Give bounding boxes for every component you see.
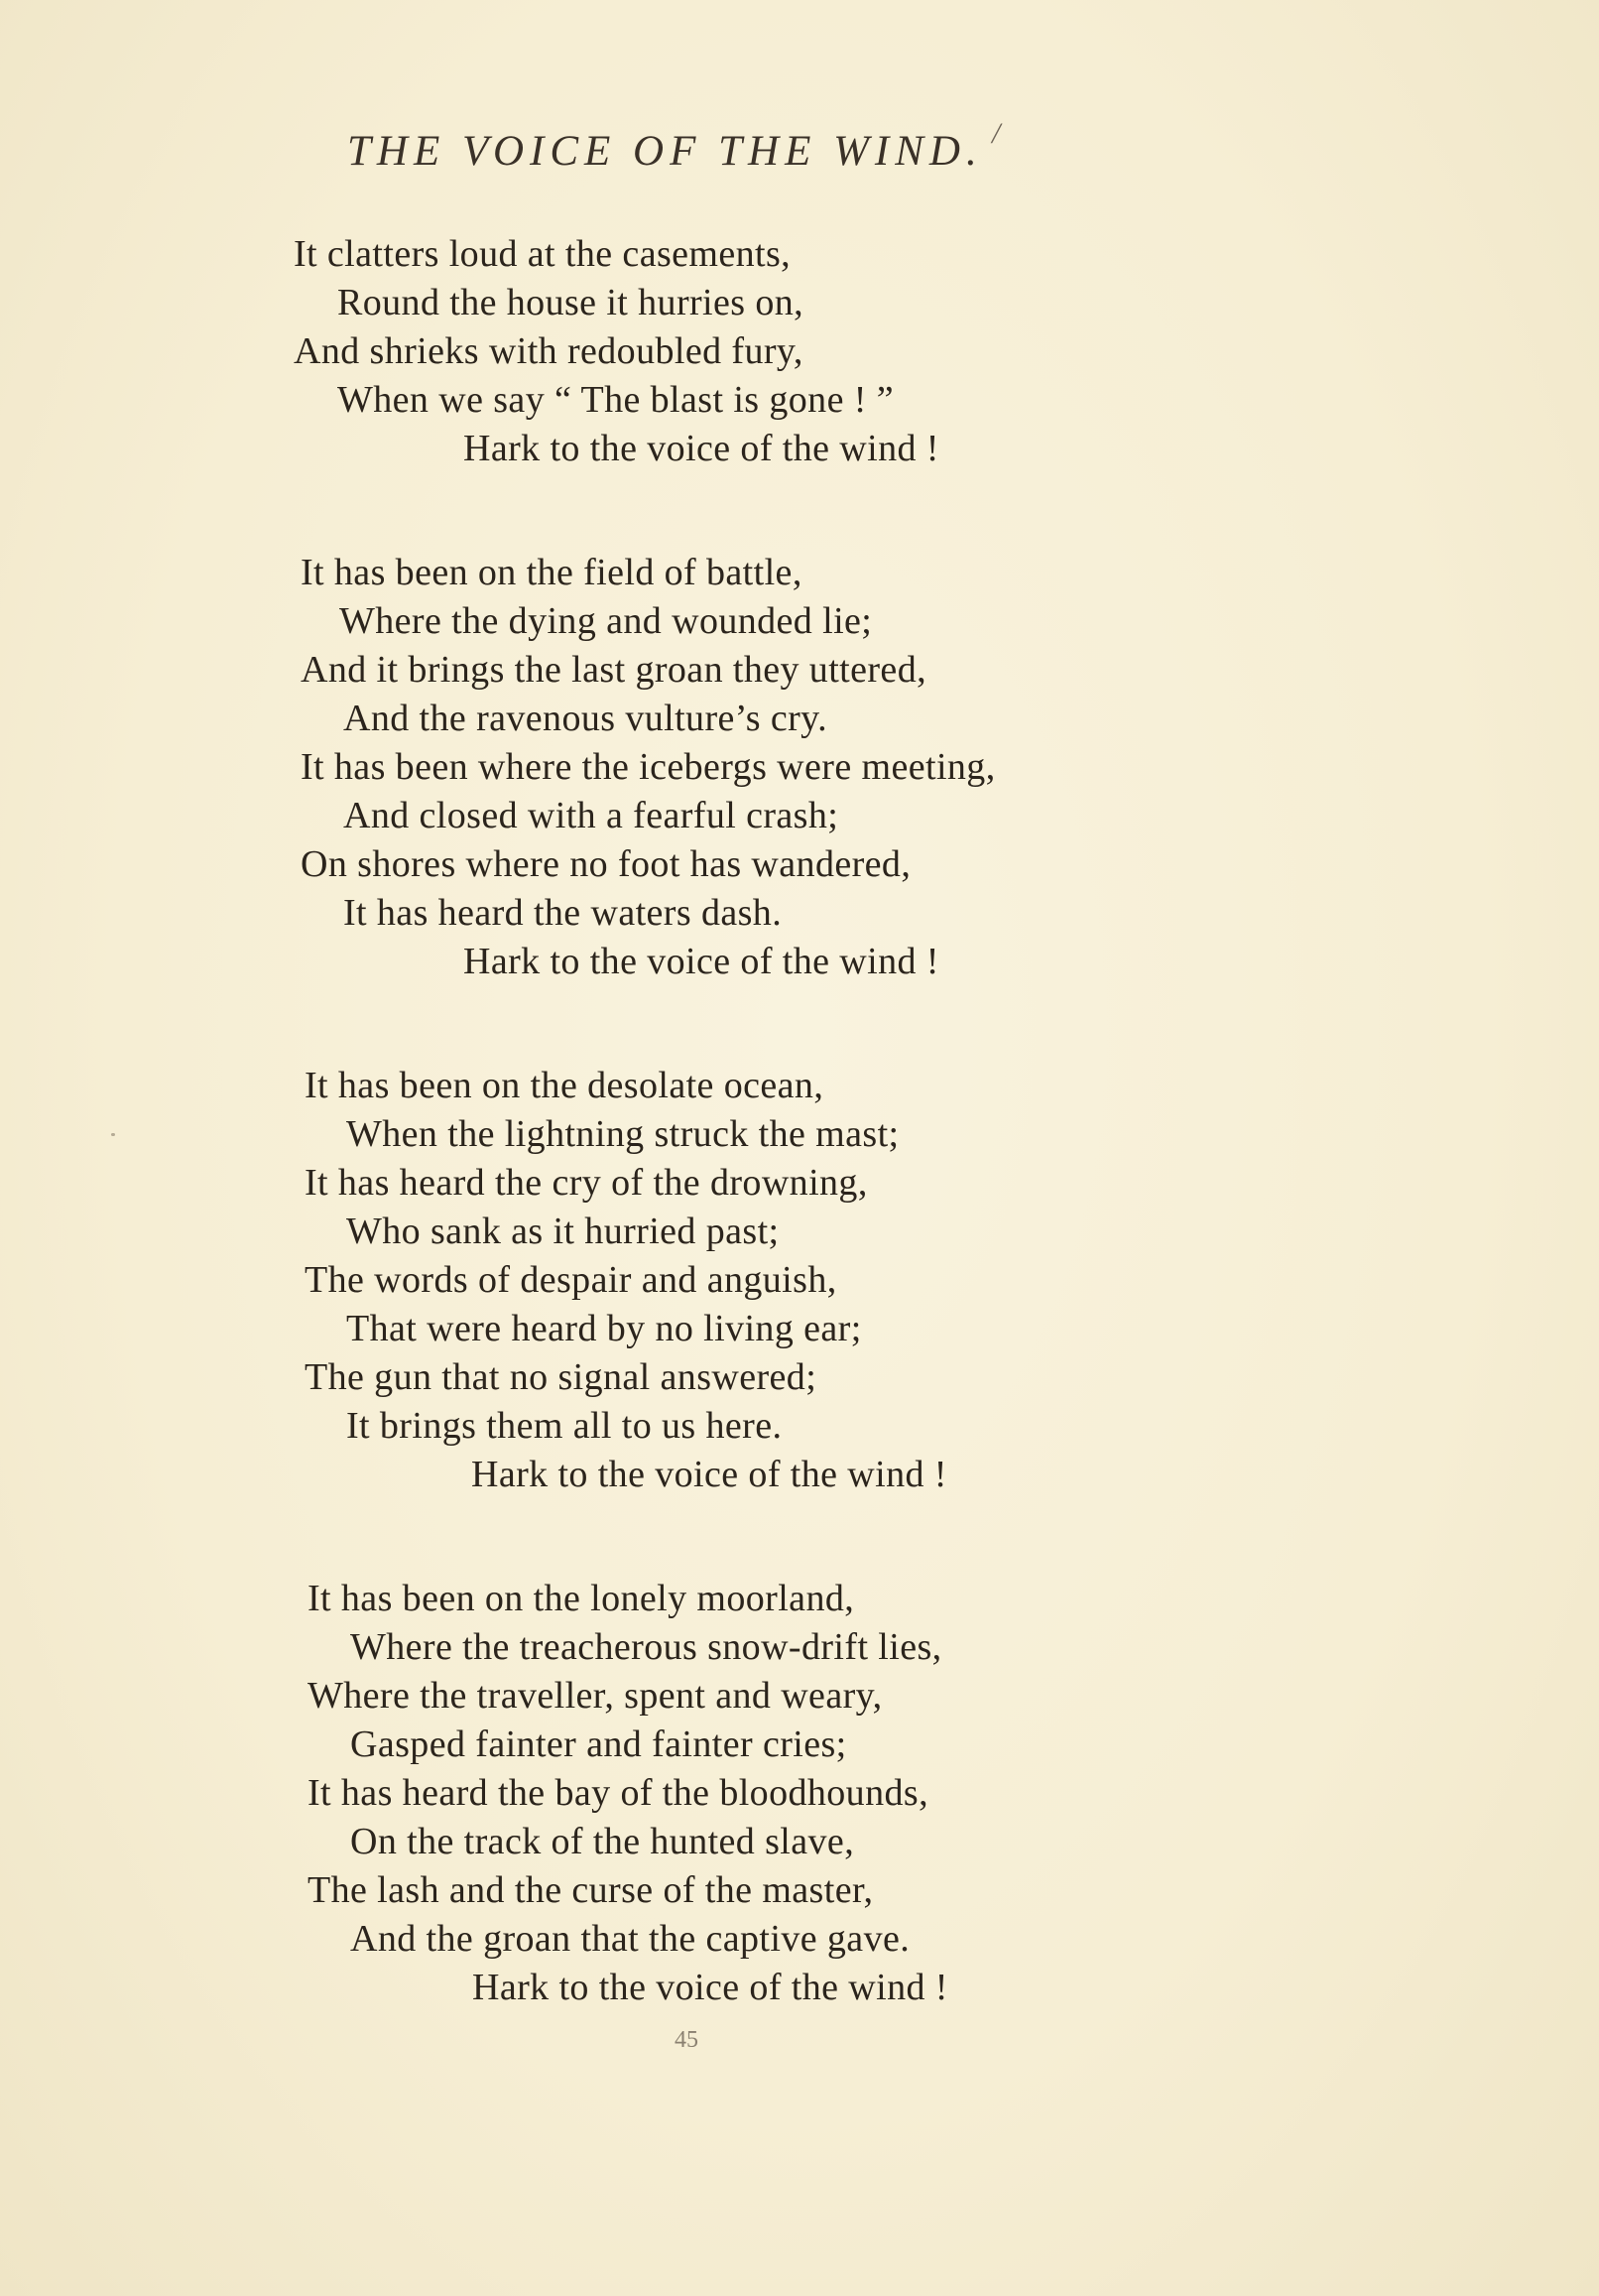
stanza-2-line-8: It has heard the waters dash. <box>343 892 783 934</box>
stanza-3-line-6: That were heard by no living ear; <box>346 1308 862 1349</box>
stanza-3-line-8: It brings them all to us here. <box>346 1405 783 1447</box>
stanza-3-line-2: When the lightning struck the mast; <box>346 1113 900 1155</box>
stanza-3-line-3: It has heard the cry of the drowning, <box>305 1162 868 1204</box>
page-number: 45 <box>675 2027 698 2053</box>
stanza-2-line-4: And the ravenous vulture’s cry. <box>343 698 827 739</box>
page-mark: / <box>992 117 1001 150</box>
stanza-3-line-4: Who sank as it hurried past; <box>346 1211 780 1252</box>
stanza-1-line-2: Round the house it hurries on, <box>337 282 804 323</box>
stanza-3-line-1: It has been on the desolate ocean, <box>305 1065 824 1106</box>
stanza-4-line-6: On the track of the hunted slave, <box>350 1821 855 1862</box>
stanza-4-line-5: It has heard the bay of the bloodhounds, <box>308 1772 928 1814</box>
stanza-1-refrain: Hark to the voice of the wind ! <box>463 428 939 469</box>
stanza-3-line-7: The gun that no signal answered; <box>305 1356 817 1398</box>
stanza-4-line-4: Gasped fainter and fainter cries; <box>350 1723 847 1765</box>
stanza-4-line-3: Where the traveller, spent and weary, <box>308 1675 883 1717</box>
stanza-2-line-1: It has been on the field of battle, <box>301 552 802 593</box>
stanza-1-line-3: And shrieks with redoubled fury, <box>294 330 803 372</box>
stanza-3-refrain: Hark to the voice of the wind ! <box>471 1454 947 1495</box>
page-title: THE VOICE OF THE WIND. <box>347 128 983 175</box>
stanza-3-line-5: The words of despair and anguish, <box>305 1259 837 1301</box>
stanza-2-line-6: And closed with a fearful crash; <box>343 795 839 836</box>
stanza-2-line-2: Where the dying and wounded lie; <box>339 600 873 642</box>
stanza-1-line-4: When we say “ The blast is gone ! ” <box>337 379 894 421</box>
stanza-2-line-5: It has been where the icebergs were meeting, <box>301 746 996 788</box>
stanza-2-line-3: And it brings the last groan they uttered, <box>301 649 926 691</box>
stanza-4-line-8: And the groan that the captive gave. <box>350 1918 911 1960</box>
paper-speck <box>111 1133 115 1136</box>
stanza-4-line-1: It has been on the lonely moorland, <box>308 1578 855 1619</box>
stanza-4-line-2: Where the treacherous snow-drift lies, <box>350 1626 942 1668</box>
stanza-2-refrain: Hark to the voice of the wind ! <box>463 941 939 982</box>
stanza-4-line-7: The lash and the curse of the master, <box>308 1869 874 1911</box>
stanza-2-line-7: On shores where no foot has wandered, <box>301 843 912 885</box>
stanza-4-refrain: Hark to the voice of the wind ! <box>472 1967 948 2008</box>
stanza-1-line-1: It clatters loud at the casements, <box>294 233 792 275</box>
